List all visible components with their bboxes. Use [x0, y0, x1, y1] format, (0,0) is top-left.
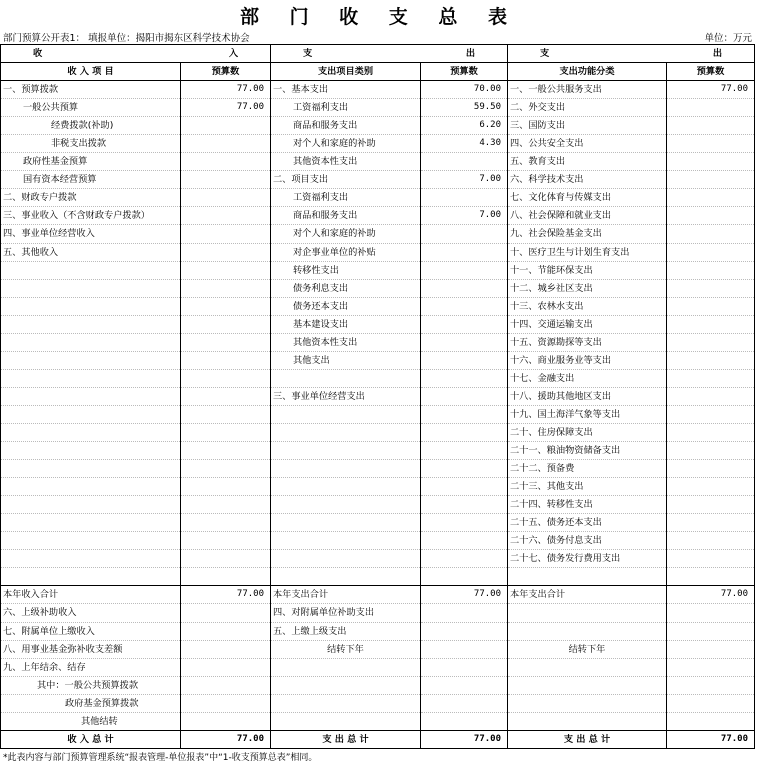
table-row [1, 387, 755, 405]
function-amount [667, 387, 755, 405]
expense-category [271, 568, 421, 586]
expense-category: 对个人和家庭的补助 [271, 135, 421, 153]
function-amount [667, 478, 755, 496]
table-row [1, 658, 755, 676]
col-header-income-item: 收 入 项 目 [1, 63, 181, 81]
table-row [1, 712, 755, 730]
expense-amount [421, 568, 508, 586]
table-row [1, 225, 755, 243]
income-amount [181, 622, 271, 640]
expense-category [271, 550, 421, 568]
table-row [1, 514, 755, 532]
expense-category: 债务利息支出 [271, 279, 421, 297]
function-amount [667, 135, 755, 153]
income-amount [181, 405, 271, 423]
col-header-income-amount: 预算数 [181, 63, 271, 81]
expense-amount [421, 622, 508, 640]
function-amount [667, 514, 755, 532]
function-amount: 77.00 [667, 586, 755, 604]
function-item: 三、国防支出 [508, 117, 667, 135]
function-item: 十二、城乡社区支出 [508, 279, 667, 297]
expense-amount: 77.00 [421, 586, 508, 604]
function-item [508, 622, 667, 640]
table-row [1, 315, 755, 333]
expense-category: 工资福利支出 [271, 99, 421, 117]
col-header-expense-amount: 预算数 [421, 63, 508, 81]
table-row [1, 369, 755, 387]
income-item [1, 405, 181, 423]
income-item: 非税支出拨款 [1, 135, 181, 153]
income-item: 其他结转 [1, 712, 181, 730]
function-item: 十八、援助其他地区支出 [508, 387, 667, 405]
grand-total-row [1, 730, 755, 748]
expense-amount [421, 442, 508, 460]
income-item: 其中：一般公共预算拨款 [1, 676, 181, 694]
function-amount [667, 117, 755, 135]
income-amount [181, 171, 271, 189]
income-amount [181, 135, 271, 153]
function-amount [667, 568, 755, 586]
expense-amount [421, 225, 508, 243]
table-row [1, 117, 755, 135]
function-amount [667, 694, 755, 712]
function-item: 结转下年 [508, 640, 667, 658]
expense-amount: 6.20 [421, 117, 508, 135]
expense-amount [421, 712, 508, 730]
expense-category: 四、对附属单位补助支出 [271, 604, 421, 622]
expense-amount [421, 333, 508, 351]
col-header-function: 支出功能分类 [508, 63, 667, 81]
income-item [1, 514, 181, 532]
expense-amount [421, 297, 508, 315]
function-amount [667, 442, 755, 460]
income-amount [181, 333, 271, 351]
income-item: 四、事业单位经营收入 [1, 225, 181, 243]
function-amount [667, 315, 755, 333]
function-item: 二十四、转移性支出 [508, 496, 667, 514]
expense-amount [421, 405, 508, 423]
function-item: 十五、资源勘探等支出 [508, 333, 667, 351]
table-row [1, 243, 755, 261]
income-amount [181, 225, 271, 243]
expense-amount [421, 387, 508, 405]
table-row [1, 550, 755, 568]
function-amount [667, 622, 755, 640]
table-row [1, 153, 755, 171]
income-amount [181, 478, 271, 496]
expense-amount [421, 658, 508, 676]
income-item: 国有资本经营预算 [1, 171, 181, 189]
total-expense-amount: 77.00 [421, 730, 508, 748]
footnote: *此表内容与部门预算管理系统“报表管理-单位报表”中“1-收支预算总表”相同。 [3, 753, 318, 763]
total-function-amount: 77.00 [667, 730, 755, 748]
expense-category: 其他支出 [271, 351, 421, 369]
table-row [1, 604, 755, 622]
function-item: 九、社会保险基金支出 [508, 225, 667, 243]
income-amount [181, 604, 271, 622]
expense-category: 商品和服务支出 [271, 207, 421, 225]
function-item: 七、文化体育与传媒支出 [508, 189, 667, 207]
function-item [508, 568, 667, 586]
expense-amount [421, 153, 508, 171]
income-item: 本年收入合计 [1, 586, 181, 604]
function-amount [667, 153, 755, 171]
expense-category [271, 496, 421, 514]
income-item: 政府性基金预算 [1, 153, 181, 171]
income-amount [181, 315, 271, 333]
function-item: 十、医疗卫生与计划生育支出 [508, 243, 667, 261]
income-item: 一般公共预算 [1, 99, 181, 117]
expense-category: 其他资本性支出 [271, 153, 421, 171]
expense-amount [421, 423, 508, 441]
income-amount [181, 460, 271, 478]
function-amount [667, 351, 755, 369]
function-amount [667, 279, 755, 297]
expense-amount [421, 640, 508, 658]
unit-label: 单位：万元 [704, 33, 752, 44]
function-amount [667, 207, 755, 225]
income-item [1, 532, 181, 550]
report-meta: 部门预算公开表1： 填报单位：揭阳市揭东区科学技术协会 [3, 33, 250, 44]
function-item: 八、社会保障和就业支出 [508, 207, 667, 225]
expense-amount [421, 369, 508, 387]
income-amount [181, 243, 271, 261]
income-item [1, 568, 181, 586]
expense-category [271, 694, 421, 712]
income-amount: 77.00 [181, 99, 271, 117]
expense-category [271, 478, 421, 496]
expense-category: 本年支出合计 [271, 586, 421, 604]
function-amount [667, 405, 755, 423]
function-amount [667, 604, 755, 622]
table-row [1, 207, 755, 225]
function-amount [667, 658, 755, 676]
table-row [1, 135, 755, 153]
income-item: 七、附属单位上缴收入 [1, 622, 181, 640]
table-row [1, 189, 755, 207]
table-row [1, 640, 755, 658]
income-item: 五、其他收入 [1, 243, 181, 261]
section-header-row [1, 45, 755, 63]
total-function-item: 支 出 总 计 [508, 730, 667, 748]
expense-category: 转移性支出 [271, 261, 421, 279]
budget-table [0, 44, 755, 749]
income-item [1, 261, 181, 279]
col-header-function-amount: 预算数 [667, 63, 755, 81]
function-amount [667, 261, 755, 279]
expense-amount [421, 532, 508, 550]
table-row [1, 532, 755, 550]
function-amount [667, 676, 755, 694]
function-amount [667, 460, 755, 478]
table-row [1, 297, 755, 315]
expense-category [271, 423, 421, 441]
function-item: 五、教育支出 [508, 153, 667, 171]
total-income-item: 收 入 总 计 [1, 730, 181, 748]
income-amount [181, 297, 271, 315]
income-amount [181, 279, 271, 297]
column-header-row [1, 63, 755, 81]
total-income-amount: 77.00 [181, 730, 271, 748]
table-row [1, 460, 755, 478]
expense-category: 对企事业单位的补贴 [271, 243, 421, 261]
function-amount [667, 243, 755, 261]
expense-amount: 59.50 [421, 99, 508, 117]
expense-amount [421, 351, 508, 369]
expense-category [271, 532, 421, 550]
expense-category [271, 676, 421, 694]
expense-category [271, 712, 421, 730]
expense-category [271, 405, 421, 423]
income-amount [181, 640, 271, 658]
function-amount [667, 99, 755, 117]
expense-category: 二、项目支出 [271, 171, 421, 189]
function-amount [667, 550, 755, 568]
income-amount [181, 387, 271, 405]
income-amount [181, 189, 271, 207]
table-row [1, 81, 755, 99]
function-amount [667, 333, 755, 351]
function-item [508, 694, 667, 712]
income-amount [181, 351, 271, 369]
expense-category: 基本建设支出 [271, 315, 421, 333]
expense-category: 五、上缴上级支出 [271, 622, 421, 640]
function-amount [667, 640, 755, 658]
expense-amount [421, 550, 508, 568]
function-item [508, 676, 667, 694]
table-row [1, 478, 755, 496]
income-amount: 77.00 [181, 586, 271, 604]
function-item: 二十七、债务发行费用支出 [508, 550, 667, 568]
income-item [1, 279, 181, 297]
income-amount [181, 423, 271, 441]
income-item [1, 550, 181, 568]
income-item [1, 442, 181, 460]
income-item [1, 478, 181, 496]
function-item [508, 604, 667, 622]
expense-category: 三、事业单位经营支出 [271, 387, 421, 405]
expense-category [271, 442, 421, 460]
function-item: 二十、住房保障支出 [508, 423, 667, 441]
col-header-expense-category: 支出项目类别 [271, 63, 421, 81]
function-item: 十四、交通运输支出 [508, 315, 667, 333]
table-row [1, 676, 755, 694]
function-item: 二十一、粮油物资储备支出 [508, 442, 667, 460]
function-item: 十九、国土海洋气象等支出 [508, 405, 667, 423]
expense-amount: 7.00 [421, 171, 508, 189]
table-row [1, 279, 755, 297]
income-amount [181, 496, 271, 514]
function-item [508, 712, 667, 730]
income-amount [181, 153, 271, 171]
income-amount [181, 676, 271, 694]
table-row [1, 423, 755, 441]
income-item: 政府基金预算拨款 [1, 694, 181, 712]
function-item: 四、公共安全支出 [508, 135, 667, 153]
expense-amount [421, 460, 508, 478]
income-item [1, 351, 181, 369]
expense-category: 一、基本支出 [271, 81, 421, 99]
income-item [1, 297, 181, 315]
income-item: 二、财政专户拨款 [1, 189, 181, 207]
expense-amount [421, 604, 508, 622]
function-item [508, 658, 667, 676]
function-amount [667, 171, 755, 189]
table-row [1, 261, 755, 279]
function-amount [667, 189, 755, 207]
income-amount [181, 550, 271, 568]
function-item: 一、一般公共服务支出 [508, 81, 667, 99]
table-row [1, 568, 755, 586]
table-row [1, 351, 755, 369]
expense-amount [421, 514, 508, 532]
function-amount [667, 423, 755, 441]
expense-category [271, 369, 421, 387]
income-amount [181, 442, 271, 460]
expense-amount [421, 676, 508, 694]
function-item: 二十二、预备费 [508, 460, 667, 478]
section-income: 收 入 [1, 45, 271, 63]
income-amount [181, 261, 271, 279]
table-row [1, 333, 755, 351]
expense-category: 结转下年 [271, 640, 421, 658]
expense-category [271, 514, 421, 532]
income-item [1, 496, 181, 514]
income-amount [181, 568, 271, 586]
function-item: 本年支出合计 [508, 586, 667, 604]
income-item: 经费拨款(补助) [1, 117, 181, 135]
expense-category: 债务还本支出 [271, 297, 421, 315]
income-item: 八、用事业基金弥补收支差额 [1, 640, 181, 658]
table-row [1, 99, 755, 117]
function-amount [667, 369, 755, 387]
income-amount [181, 694, 271, 712]
income-item: 三、事业收入（不含财政专户拨款） [1, 207, 181, 225]
function-amount: 77.00 [667, 81, 755, 99]
section-expense: 支 出 [271, 45, 508, 63]
function-item: 六、科学技术支出 [508, 171, 667, 189]
expense-amount [421, 478, 508, 496]
table-row [1, 622, 755, 640]
function-item: 十七、金融支出 [508, 369, 667, 387]
income-item [1, 333, 181, 351]
function-amount [667, 496, 755, 514]
income-amount: 77.00 [181, 81, 271, 99]
table-row [1, 586, 755, 604]
expense-category: 对个人和家庭的补助 [271, 225, 421, 243]
income-item [1, 423, 181, 441]
income-item [1, 315, 181, 333]
section-function: 支 出 [508, 45, 755, 63]
function-item: 二十六、债务付息支出 [508, 532, 667, 550]
function-item: 二十五、债务还本支出 [508, 514, 667, 532]
income-amount [181, 658, 271, 676]
expense-category [271, 658, 421, 676]
table-row [1, 442, 755, 460]
expense-amount [421, 496, 508, 514]
income-amount [181, 207, 271, 225]
expense-amount [421, 315, 508, 333]
expense-amount [421, 694, 508, 712]
expense-amount: 4.30 [421, 135, 508, 153]
income-amount [181, 369, 271, 387]
function-amount [667, 532, 755, 550]
income-amount [181, 117, 271, 135]
function-item: 十三、农林水支出 [508, 297, 667, 315]
expense-amount: 7.00 [421, 207, 508, 225]
income-item [1, 369, 181, 387]
expense-category: 商品和服务支出 [271, 117, 421, 135]
function-amount [667, 712, 755, 730]
page-title: 部 门 收 支 总 表 [239, 6, 520, 28]
function-amount [667, 225, 755, 243]
expense-category [271, 460, 421, 478]
expense-amount: 70.00 [421, 81, 508, 99]
function-amount [667, 297, 755, 315]
expense-amount [421, 261, 508, 279]
table-row [1, 496, 755, 514]
income-item: 九、上年结余、结存 [1, 658, 181, 676]
income-item [1, 460, 181, 478]
total-expense-category: 支 出 总 计 [271, 730, 421, 748]
income-amount [181, 532, 271, 550]
table-row [1, 405, 755, 423]
expense-amount [421, 279, 508, 297]
income-item [1, 387, 181, 405]
expense-category: 其他资本性支出 [271, 333, 421, 351]
function-item: 十六、商业服务业等支出 [508, 351, 667, 369]
income-item: 六、上级补助收入 [1, 604, 181, 622]
function-item: 二、外交支出 [508, 99, 667, 117]
expense-category: 工资福利支出 [271, 189, 421, 207]
table-row [1, 171, 755, 189]
table-row [1, 694, 755, 712]
income-item: 一、预算拨款 [1, 81, 181, 99]
expense-amount [421, 189, 508, 207]
expense-amount [421, 243, 508, 261]
income-amount [181, 514, 271, 532]
income-amount [181, 712, 271, 730]
function-item: 十一、节能环保支出 [508, 261, 667, 279]
function-item: 二十三、其他支出 [508, 478, 667, 496]
